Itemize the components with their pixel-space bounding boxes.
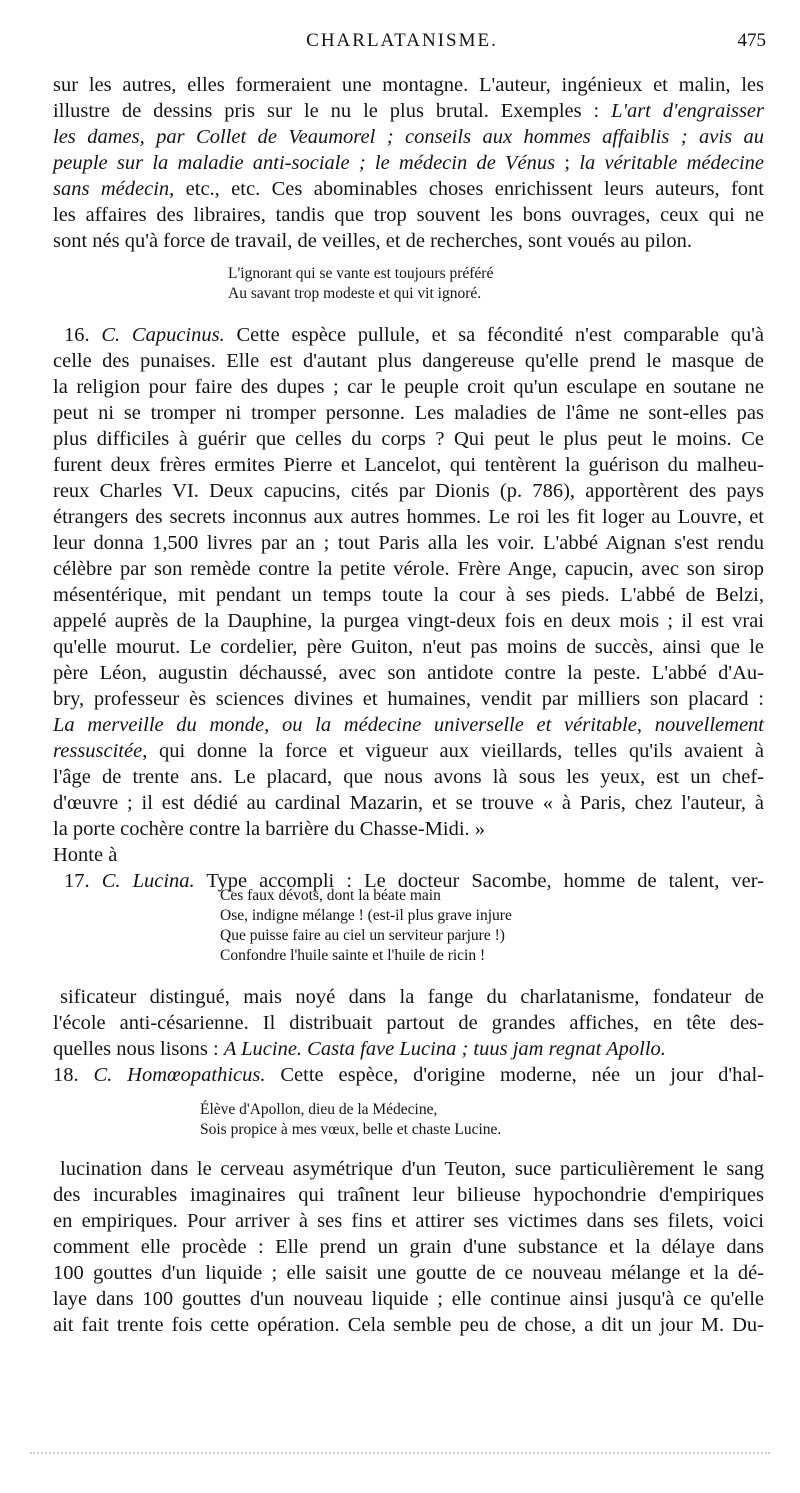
- italic-segment: peuple sur la maladie anti-sociale ; le médecin de Vénus: [53, 152, 556, 174]
- text-segment: celle des punaises. Elle est d'autant plus dangereuse qu'elle prend le masque de: [53, 350, 764, 372]
- verse-line: Ces faux dévots, dont la béate main: [220, 887, 441, 904]
- text-segment: , etc., etc. Ces abominables choses enrichissent leurs auteurs, font: [169, 178, 764, 200]
- text-segment: sur les autres, elles formeraient une montagne. L'auteur, ingénieux et malin, les: [53, 74, 764, 96]
- text-line: [53, 124, 764, 150]
- text-segment: 16.: [64, 324, 102, 346]
- text-line: [53, 582, 764, 608]
- text-segment: illustre de dessins pris sur le nu le plus brutal. Exemples :: [53, 100, 612, 122]
- italic-segment: C. Capucinus.: [101, 324, 225, 346]
- text-segment: qu'elle mourut. Le cordelier, père Guiton, n'eut pas moins de succès, ainsi que le: [53, 636, 764, 658]
- text-segment: Honte à: [53, 844, 118, 866]
- scan-bottom-edge: [30, 1452, 770, 1456]
- italic-segment: L'art d'engraisser: [611, 100, 764, 122]
- text-line: [53, 150, 764, 176]
- text-segment: mésentérique, mit pendant un temps toute la cour à ses pieds. L'abbé de Belzi,: [53, 584, 764, 606]
- text-segment: Type accompli : Le docteur Sacombe, homme de talent, ver-: [194, 870, 764, 892]
- text-line: [53, 1234, 764, 1260]
- text-segment: des incurables imaginaires qui traînent leur bilieuse hypochondrie d'empiriques: [53, 1184, 764, 1206]
- text-line: [53, 1208, 764, 1234]
- text-line: [53, 764, 764, 790]
- verse-line: L'ignorant qui se vante est toujours préféré: [228, 265, 494, 282]
- text-segment: d'œuvre ; il est dédié au cardinal Mazarin, et se trouve « à Paris, chez l'auteur, à: [53, 792, 764, 814]
- text-line: [53, 1010, 764, 1036]
- text-line: [53, 634, 764, 660]
- verse-line: Ose, indigne mélange ! (est-il plus grave injure: [220, 907, 512, 924]
- text-segment: Cette espèce pullule, et sa fécondité n'est comparable qu'à: [224, 324, 765, 346]
- text-segment: la porte cochère contre la barrière du Chasse-Midi. »: [53, 818, 486, 840]
- running-title: CHARLATANISME.: [306, 30, 498, 51]
- text-segment: l'école anti-césarienne. Il distribuait partout de grandes affiches, en tête des-: [53, 1012, 764, 1034]
- text-segment: leur donna 1,500 livres par an ; tout Paris alla les voir. L'abbé Aignan s'est rendu: [53, 532, 764, 554]
- text-line: [53, 660, 764, 686]
- text-segment: laye dans 100 gouttes d'un nouveau liquide ; elle continue ainsi jusqu'à ce qu'elle: [53, 1288, 764, 1310]
- text-segment: étrangers des secrets inconnus aux autres hommes. Le roi les fit loger au Louvre, et: [53, 506, 764, 528]
- text-segment: appelé auprès de la Dauphine, la purgea vingt-deux fois en deux mois ; il est vrai: [53, 610, 764, 632]
- text-segment: reux Charles VI. Deux capucins, cités par Dionis (p. 786), apportèrent des pays: [53, 480, 764, 502]
- text-line: [53, 1182, 764, 1208]
- page-number: 475: [737, 30, 766, 51]
- text-segment: père Léon, augustin déchaussé, avec son antidote contre la peste. L'abbé d'Au-: [53, 662, 764, 684]
- text-segment: sificateur distingué, mais noyé dans la fange du charlatanisme, fondateur de: [60, 986, 764, 1008]
- text-segment: la religion pour faire des dupes ; car le peuple croit qu'un esculape en soutane ne: [53, 376, 764, 398]
- text-segment: ;: [555, 152, 580, 174]
- verse-line: Au savant trop modeste et qui vit ignoré.: [228, 285, 482, 302]
- verse-line: Confondre l'huile sainte et l'huile de ricin !: [220, 947, 486, 964]
- text-line: [53, 228, 764, 254]
- text-line: [53, 348, 764, 374]
- text-segment: plus difficiles à guérir que celles du corps ? Qui peut le plus peut le moins. Ce: [53, 428, 764, 450]
- text-line: [53, 686, 764, 712]
- text-line: [53, 202, 764, 228]
- text-line: [53, 738, 764, 764]
- italic-segment: C. Lucina.: [101, 870, 195, 892]
- text-line: [53, 374, 764, 400]
- verse-line: Sois propice à mes vœux, belle et chaste Lucine.: [200, 1121, 502, 1138]
- text-line: [53, 426, 764, 452]
- italic-segment: sans médecin: [53, 178, 170, 200]
- text-line: [64, 322, 764, 348]
- text-segment: Cette espèce, d'origine moderne, née un jour d'hal-: [265, 1064, 764, 1086]
- text-line: [60, 984, 764, 1010]
- text-line: [53, 842, 513, 868]
- italic-segment: ressuscitée: [53, 740, 143, 762]
- text-segment: peut ni se tromper ni tromper personne. Les maladies de l'âme ne sont-elles pas: [53, 402, 764, 424]
- text-line: [53, 72, 764, 98]
- text-line: [53, 504, 764, 530]
- text-segment: 100 gouttes d'un liquide ; elle saisit une goutte de ce nouveau mélange et la dé-: [53, 1262, 764, 1284]
- text-segment: comment elle procède : Elle prend un grain d'une substance et la délaye dans: [53, 1236, 764, 1258]
- text-line: [53, 452, 764, 478]
- text-line: [53, 400, 764, 426]
- text-segment: , qui donne la force et vigueur aux vieillards, telles qu'ils avaient à: [142, 740, 764, 762]
- text-line: [53, 608, 764, 634]
- italic-segment: la véritable médecine: [579, 152, 764, 174]
- text-line: [53, 176, 764, 202]
- text-line: [53, 790, 764, 816]
- text-segment: l'âge de trente ans. Le placard, que nous avons là sous les yeux, est un chef-: [53, 766, 764, 788]
- text-line: [53, 1286, 764, 1312]
- italic-segment: les dames, par Collet de Veaumorel ; conseils aux hommes affaiblis ; avis au: [53, 126, 764, 148]
- text-line: [53, 1260, 764, 1286]
- page-header: [38, 30, 766, 58]
- text-line: [53, 1036, 764, 1062]
- text-segment: bry, professeur ès sciences divines et humaines, vendit par milliers son placard :: [53, 688, 764, 710]
- text-segment: en empiriques. Pour arriver à ses fins et attirer ses victimes dans ses filets, voici: [53, 1210, 764, 1232]
- text-line: [53, 712, 764, 738]
- text-segment: 17.: [64, 870, 102, 892]
- text-line: [53, 478, 764, 504]
- verse-line: Que puisse faire au ciel un serviteur parjure !): [220, 927, 505, 944]
- text-line: [53, 1312, 764, 1338]
- text-line: [53, 1062, 764, 1088]
- italic-segment: A Lucine. Casta fave Lucina ; tuus jam regnat Apollo.: [223, 1038, 666, 1060]
- text-line: [53, 530, 764, 556]
- text-segment: ait fait trente fois cette opération. Cela semble peu de chose, a dit un jour M. Du-: [53, 1314, 764, 1336]
- text-segment: quelles nous lisons :: [53, 1038, 224, 1060]
- text-segment: 18.: [53, 1064, 94, 1086]
- text-segment: lucination dans le cerveau asymétrique d'un Teuton, suce particulièrement le sang: [60, 1158, 764, 1180]
- text-line: [60, 1156, 764, 1182]
- text-line: [53, 816, 764, 842]
- verse-line: Élève d'Apollon, dieu de la Médecine,: [200, 1101, 438, 1118]
- italic-segment: La merveille du monde, ou la médecine universelle et véritable, nouvellement: [53, 714, 764, 736]
- italic-segment: C. Homœopathicus.: [93, 1064, 266, 1086]
- text-segment: célèbre par son remède contre la petite vérole. Frère Ange, capucin, avec son sirop: [53, 558, 764, 580]
- text-line: [53, 98, 764, 124]
- text-line: [53, 556, 764, 582]
- text-segment: sont nés qu'à force de travail, de veilles, et de recherches, sont voués au pilon.: [53, 230, 692, 252]
- text-segment: furent deux frères ermites Pierre et Lancelot, qui tentèrent la guérison du malheu-: [53, 454, 764, 476]
- text-segment: les affaires des libraires, tandis que trop souvent les bons ouvrages, ceux qui ne: [53, 204, 764, 226]
